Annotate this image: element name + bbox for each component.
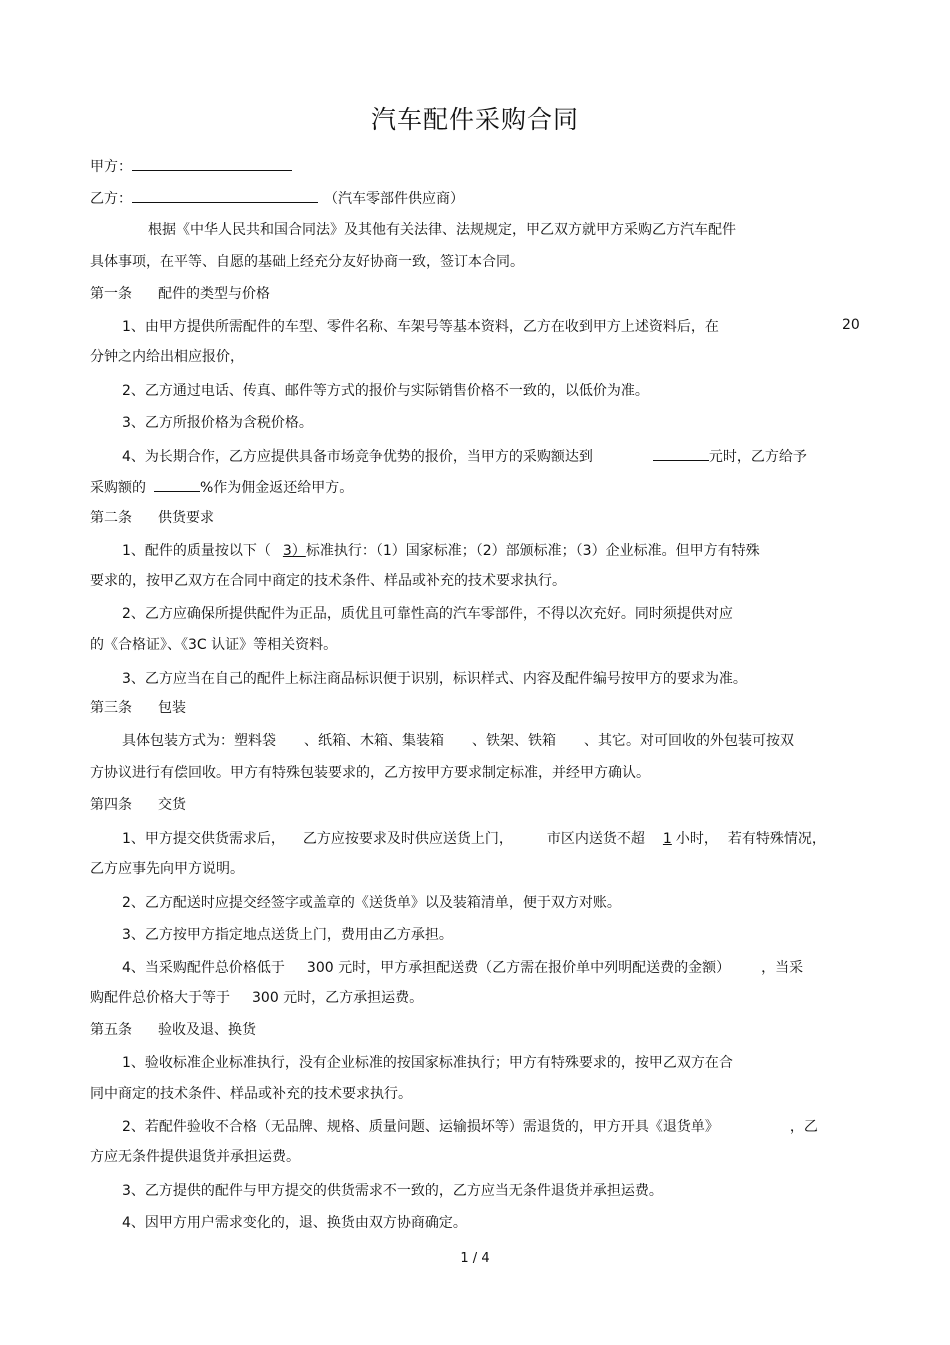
art5-clause-2-line-2: 方应无条件提供退货并承担运费。 <box>90 1149 300 1165</box>
art4-clause-1-line-1 <box>122 829 826 849</box>
art1-clause-2: 2、乙方通过电话、传真、邮件等方式的报价与实际销售价格不一致的，以低价为准。 <box>122 383 649 399</box>
intro-line-2: 具体事项，在平等、自愿的基础上经充分友好协商一致，签订本合同。 <box>90 254 524 270</box>
art3-line-2: 方协议进行有偿回收。甲方有特殊包装要求的，乙方按甲方要求制定标准，并经甲方确认。 <box>90 765 650 781</box>
art1-clause-4-text: 4、为长期合作，乙方应提供具备市场竞争优势的报价，当甲方的采购额达到 <box>122 449 593 465</box>
art3-line-1 <box>122 731 794 751</box>
delivery-hours: 1 <box>662 831 672 847</box>
art5-clause-2-line-1 <box>122 1117 818 1137</box>
page-number: 1 / 4 <box>460 1251 490 1266</box>
art2-clause-2-line-2: 的《合格证》、《3C 认证》等相关资料。 <box>90 637 338 653</box>
amount-blank <box>653 445 709 461</box>
article-1-number: 第一条 <box>90 286 132 302</box>
art2-clause-1-post: 标准执行：（1）国家标准；（2）部颁标准；（3）企业标准。但甲方有特殊 <box>305 543 760 559</box>
art4-clause-1-p4: 小时， <box>675 831 718 847</box>
party-a-line <box>90 155 292 177</box>
art1-minutes-value: 20 <box>842 317 860 333</box>
art1-clause-4-pre: 采购额的 <box>90 480 146 496</box>
art1-clause-1-line-2: 分钟之内给出相应报价， <box>90 349 244 365</box>
art4-clause-1-p5: 若有特殊情况， <box>727 831 826 847</box>
art1-clause-4-yuan: 元时，乙方给予 <box>708 449 807 465</box>
article-3-heading <box>90 698 186 718</box>
party-b-line <box>90 187 464 209</box>
art5-clause-3: 3、乙方提供的配件与甲方提交的供货需求不一致的，乙方应当无条件退货并承担运费。 <box>122 1183 663 1199</box>
article-5-heading <box>90 1020 256 1040</box>
art4-clause-4-p1: 4、当采购配件总价格低于 <box>122 960 285 976</box>
party-b-label: 乙方： <box>90 191 132 207</box>
standard-count: 3） <box>282 543 306 559</box>
art5-clause-2-p1: 2、若配件验收不合格（无品牌、规格、质量问题、运输损坏等）需退货的，甲方开具《退货单》 <box>122 1119 712 1135</box>
article-4-heading <box>90 795 186 815</box>
article-2-title: 供货要求 <box>158 510 214 526</box>
party-b-note: （汽车零部件供应商） <box>324 191 464 207</box>
article-2-heading <box>90 508 214 528</box>
art1-clause-4-line-2 <box>90 476 353 498</box>
article-5-number: 第五条 <box>90 1022 132 1038</box>
article-1-title: 配件的类型与价格 <box>158 286 270 302</box>
art2-clause-2-line-1: 2、乙方应确保所提供配件为正品，质优且可靠性高的汽车零部件，不得以次充好。同时须提供对应 <box>122 606 733 622</box>
art3-part-3: 、铁架、铁箱 <box>472 733 556 749</box>
art3-part-1: 具体包装方式为：塑料袋 <box>122 733 276 749</box>
art3-part-2: 、纸箱、木箱、集装箱 <box>304 733 444 749</box>
art2-clause-1-line-2: 要求的，按甲乙双方在合同中商定的技术条件、样品或补充的技术要求执行。 <box>90 573 566 589</box>
intro-line-1: 根据《中华人民共和国合同法》及其他有关法律、法规规定，甲乙双方就甲方采购乙方汽车配件 <box>148 222 736 238</box>
article-3-number: 第三条 <box>90 700 132 716</box>
art3-part-4: 、其它。对可回收的外包装可按双 <box>584 733 794 749</box>
art4-clause-4-line-2 <box>90 988 423 1008</box>
art1-clause-1-line-1: 1、由甲方提供所需配件的车型、零件名称、车架号等基本资料，乙方在收到甲方上述资料后，在 <box>122 319 719 335</box>
document-title: 汽车配件采购合同 <box>370 105 579 134</box>
art4-clause-1-p2: 乙方应按要求及时供应送货上门， <box>302 831 513 847</box>
article-2-number: 第二条 <box>90 510 132 526</box>
article-1-heading <box>90 284 270 304</box>
art4-clause-4-p5: 300 元时，乙方承担运费。 <box>252 990 424 1006</box>
percent-blank <box>154 476 200 492</box>
art1-clause-4-line-1 <box>122 445 807 467</box>
article-4-title: 交货 <box>158 797 186 813</box>
art4-clause-4-p4: 购配件总价格大于等于 <box>90 990 230 1006</box>
art1-clause-4-post: %作为佣金返还给甲方。 <box>200 480 354 496</box>
article-4-number: 第四条 <box>90 797 132 813</box>
art4-clause-1-p3: 市区内送货不超 <box>546 831 645 847</box>
art4-clause-4-p3: ，当采 <box>761 960 804 976</box>
party-a-blank <box>132 155 292 171</box>
art5-clause-1-line-2: 同中商定的技术条件、样品或补充的技术要求执行。 <box>90 1086 412 1102</box>
art4-clause-1-line-2: 乙方应事先向甲方说明。 <box>90 861 244 877</box>
article-5-title: 验收及退、换货 <box>158 1022 256 1038</box>
art4-clause-4-line-1 <box>122 958 803 978</box>
art4-clause-3: 3、乙方按甲方指定地点送货上门，费用由乙方承担。 <box>122 927 453 943</box>
art2-clause-3: 3、乙方应当在自己的配件上标注商品标识便于识别，标识样式、内容及配件编号按甲方的要求为准。 <box>122 671 747 687</box>
art5-clause-2-p2: ，乙 <box>789 1119 818 1135</box>
art4-clause-1-p1: 1、甲方提交供货需求后， <box>122 831 285 847</box>
party-a-label: 甲方： <box>90 159 132 175</box>
art4-clause-2: 2、乙方配送时应提交经签字或盖章的《送货单》以及装箱清单，便于双方对账。 <box>122 895 621 911</box>
art5-clause-4: 4、因甲方用户需求变化的，退、换货由双方协商确定。 <box>122 1215 467 1231</box>
art2-clause-1-line-1 <box>122 541 760 561</box>
article-3-title: 包装 <box>158 700 186 716</box>
art2-clause-1-pre: 1、配件的质量按以下（ <box>122 543 271 559</box>
party-b-blank <box>132 187 318 203</box>
art4-clause-4-p2: 300 元时，甲方承担配送费（乙方需在报价单中列明配送费的金额） <box>306 960 724 976</box>
art1-clause-3: 3、乙方所报价格为含税价格。 <box>122 415 313 431</box>
art5-clause-1-line-1: 1、验收标准企业标准执行，没有企业标准的按国家标准执行；甲方有特殊要求的，按甲乙双方在合 <box>122 1055 733 1071</box>
